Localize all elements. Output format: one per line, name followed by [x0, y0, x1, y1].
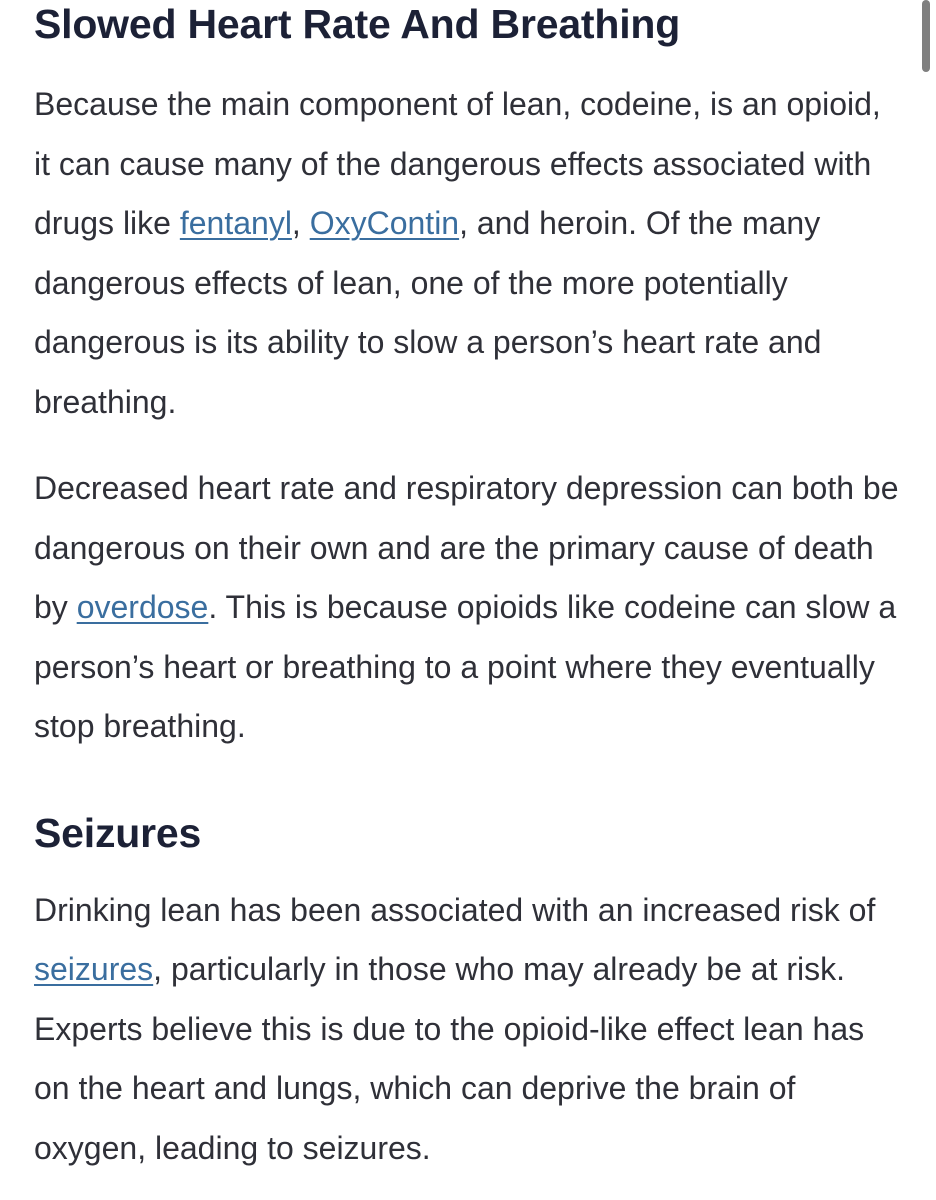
link-fentanyl[interactable]: fentanyl	[179, 205, 292, 241]
paragraph-text: Drinking lean has been associated with an increased risk of	[34, 891, 876, 928]
paragraph-text: Decreased heart rate and respiratory depression can both be dangerous on their own and are the primary cause of death by	[34, 470, 899, 625]
paragraph-opioid-effects	[34, 75, 904, 432]
article-body	[34, 0, 904, 1178]
scrollbar-thumb[interactable]	[922, 0, 930, 72]
paragraph-text: , particularly in those who may already be at risk. Experts believe this is due to the opioid-like effect lean has on the heart and lungs, which can deprive the brain of oxygen, leading to seizures.	[34, 951, 865, 1166]
paragraph-text: . This is because opioids like codeine can slow a person’s heart or breathing to a point where they eventually stop breathing.	[34, 589, 897, 744]
section-heading-seizures: Seizures	[34, 809, 202, 856]
paragraph-respiratory-depression	[34, 459, 904, 757]
paragraph-seizures	[34, 881, 904, 1179]
link-oxycontin[interactable]: OxyContin	[309, 205, 460, 241]
link-seizures[interactable]: seizures	[34, 951, 154, 987]
link-overdose[interactable]: overdose	[76, 589, 209, 625]
paragraph-text: Because the main component of lean, codeine, is an opioid, it can cause many of the dangerous effects associated with drugs like	[34, 86, 881, 241]
paragraph-text: , and heroin. Of the many dangerous effects of lean, one of the more potentially dangerous is its ability to slow a person’s heart rate and breathing.	[34, 205, 822, 420]
paragraph-text: ,	[291, 205, 310, 241]
section-heading-slowed-heart-rate: Slowed Heart Rate And Breathing	[34, 1, 681, 47]
